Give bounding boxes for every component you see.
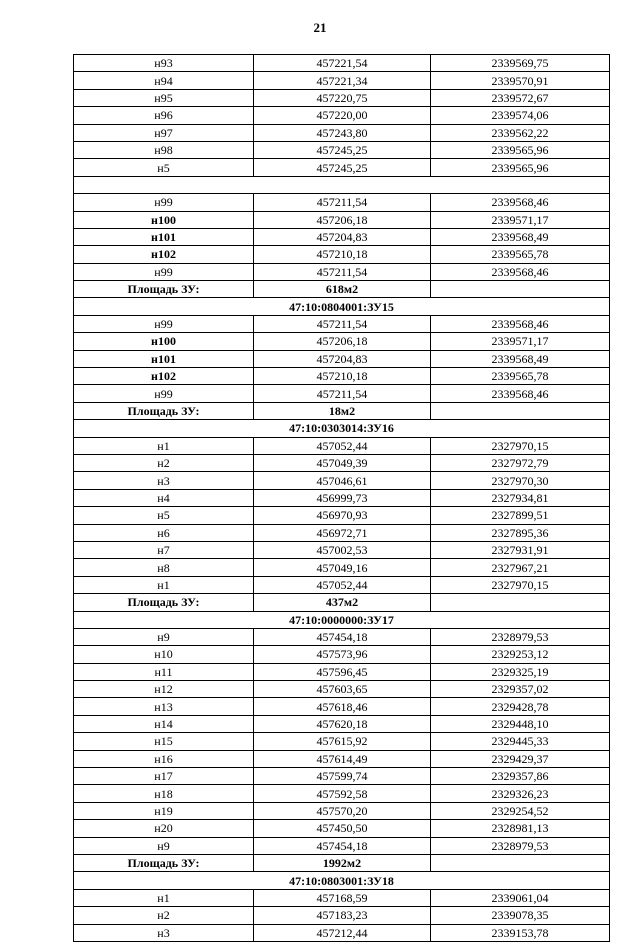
point-row [74, 211, 610, 228]
y-coordinate-cell: 2329357,86 [431, 768, 610, 785]
blank-row [74, 176, 610, 193]
x-coordinate-cell: 457211,54 [254, 385, 431, 402]
point-name-cell: н102 [74, 246, 254, 263]
x-coordinate-cell: 457570,20 [254, 802, 431, 819]
y-coordinate-cell: 2339562,22 [431, 124, 610, 141]
point-row [74, 889, 610, 906]
area-label-cell: Площадь ЗУ: [74, 594, 254, 611]
x-coordinate-cell: 457454,18 [254, 837, 431, 854]
y-coordinate-cell: 2339571,17 [431, 211, 610, 228]
y-coordinate-cell: 2329357,02 [431, 681, 610, 698]
point-name-cell: н19 [74, 802, 254, 819]
point-row [74, 333, 610, 350]
point-row [74, 263, 610, 280]
point-row [74, 715, 610, 732]
point-name-cell: н95 [74, 89, 254, 106]
point-name-cell: н18 [74, 785, 254, 802]
y-coordinate-cell: 2339568,46 [431, 194, 610, 211]
y-coordinate-cell: 2329253,12 [431, 646, 610, 663]
page-number: 21 [313, 20, 327, 35]
x-coordinate-cell: 457052,44 [254, 576, 431, 593]
point-row [74, 472, 610, 489]
y-coordinate-cell: 2327970,15 [431, 437, 610, 454]
y-coordinate-cell: 2327934,81 [431, 489, 610, 506]
y-coordinate-cell: 2327972,79 [431, 454, 610, 471]
point-row [74, 768, 610, 785]
point-name-cell: н15 [74, 733, 254, 750]
point-name-cell: н2 [74, 454, 254, 471]
x-coordinate-cell: 457618,46 [254, 698, 431, 715]
y-coordinate-cell: 2339568,49 [431, 350, 610, 367]
y-coordinate-cell: 2339569,75 [431, 55, 610, 72]
area-row [74, 281, 610, 298]
x-coordinate-cell: 457603,65 [254, 681, 431, 698]
area-row [74, 402, 610, 419]
y-coordinate-cell: 2339570,91 [431, 72, 610, 89]
point-name-cell: н8 [74, 559, 254, 576]
x-coordinate-cell: 457221,34 [254, 72, 431, 89]
point-name-cell: н17 [74, 768, 254, 785]
x-coordinate-cell: 457212,44 [254, 924, 431, 941]
point-name-cell: н5 [74, 159, 254, 176]
y-coordinate-cell: 2329448,10 [431, 715, 610, 732]
y-coordinate-cell: 2339565,78 [431, 368, 610, 385]
y-coordinate-cell: 2339568,49 [431, 228, 610, 245]
point-row [74, 785, 610, 802]
parcel-number-cell: 47:10:0000000:ЗУ17 [74, 611, 610, 628]
point-name-cell: н4 [74, 489, 254, 506]
point-row [74, 159, 610, 176]
point-name-cell: н99 [74, 263, 254, 280]
point-name-cell: н3 [74, 472, 254, 489]
point-row [74, 315, 610, 332]
point-name-cell: н100 [74, 211, 254, 228]
point-row [74, 907, 610, 924]
x-coordinate-cell: 457211,54 [254, 315, 431, 332]
area-value-cell: 18м2 [254, 402, 431, 419]
y-coordinate-cell: 2327970,15 [431, 576, 610, 593]
point-row [74, 55, 610, 72]
x-coordinate-cell: 456999,73 [254, 489, 431, 506]
y-coordinate-cell: 2339565,96 [431, 141, 610, 158]
point-name-cell: н9 [74, 628, 254, 645]
x-coordinate-cell: 457206,18 [254, 333, 431, 350]
x-coordinate-cell: 457221,54 [254, 55, 431, 72]
y-coordinate-cell: 2327899,51 [431, 507, 610, 524]
point-name-cell: н1 [74, 576, 254, 593]
point-name-cell: н101 [74, 350, 254, 367]
point-name-cell: н99 [74, 194, 254, 211]
y-coordinate-cell: 2339568,46 [431, 385, 610, 402]
point-row [74, 141, 610, 158]
y-coordinate-cell: 2339568,46 [431, 315, 610, 332]
parcel-number-cell: 47:10:0803001:ЗУ18 [74, 872, 610, 889]
parcel-header-row [74, 420, 610, 437]
x-coordinate-cell: 457204,83 [254, 228, 431, 245]
y-coordinate-cell: 2339574,06 [431, 107, 610, 124]
y-coordinate-cell: 2339078,35 [431, 907, 610, 924]
point-row [74, 681, 610, 698]
point-row [74, 124, 610, 141]
point-row [74, 437, 610, 454]
point-name-cell: н102 [74, 368, 254, 385]
y-coordinate-cell: 2329254,52 [431, 802, 610, 819]
y-coordinate-cell: 2329445,33 [431, 733, 610, 750]
x-coordinate-cell: 457599,74 [254, 768, 431, 785]
point-row [74, 750, 610, 767]
point-row [74, 368, 610, 385]
x-coordinate-cell: 457210,18 [254, 368, 431, 385]
point-name-cell: н98 [74, 141, 254, 158]
x-coordinate-cell: 457243,80 [254, 124, 431, 141]
point-row [74, 663, 610, 680]
y-coordinate-cell: 2327970,30 [431, 472, 610, 489]
x-coordinate-cell: 457049,16 [254, 559, 431, 576]
point-name-cell: н5 [74, 507, 254, 524]
y-coordinate-cell: 2327931,91 [431, 541, 610, 558]
point-row [74, 385, 610, 402]
x-coordinate-cell: 457573,96 [254, 646, 431, 663]
point-name-cell: н99 [74, 385, 254, 402]
area-value-cell: 437м2 [254, 594, 431, 611]
x-coordinate-cell: 457002,53 [254, 541, 431, 558]
area-label-cell: Площадь ЗУ: [74, 402, 254, 419]
x-coordinate-cell: 457183,23 [254, 907, 431, 924]
y-coordinate-cell: 2339153,78 [431, 924, 610, 941]
area-label-cell: Площадь ЗУ: [74, 281, 254, 298]
x-coordinate-cell: 457049,39 [254, 454, 431, 471]
empty-cell [431, 594, 610, 611]
y-coordinate-cell: 2339572,67 [431, 89, 610, 106]
x-coordinate-cell: 457614,49 [254, 750, 431, 767]
point-row [74, 72, 610, 89]
point-row [74, 646, 610, 663]
y-coordinate-cell: 2339061,04 [431, 889, 610, 906]
point-name-cell: н100 [74, 333, 254, 350]
point-row [74, 524, 610, 541]
x-coordinate-cell: 456970,93 [254, 507, 431, 524]
x-coordinate-cell: 457220,00 [254, 107, 431, 124]
x-coordinate-cell: 457245,25 [254, 159, 431, 176]
point-row [74, 228, 610, 245]
point-name-cell: н7 [74, 541, 254, 558]
parcel-header-row [74, 611, 610, 628]
point-row [74, 820, 610, 837]
y-coordinate-cell: 2339565,78 [431, 246, 610, 263]
point-row [74, 246, 610, 263]
x-coordinate-cell: 456972,71 [254, 524, 431, 541]
y-coordinate-cell: 2339571,17 [431, 333, 610, 350]
point-row [74, 802, 610, 819]
area-row [74, 854, 610, 871]
blank-cell [74, 176, 610, 193]
point-name-cell: н6 [74, 524, 254, 541]
parcel-header-row [74, 298, 610, 315]
point-name-cell: н16 [74, 750, 254, 767]
point-row [74, 454, 610, 471]
x-coordinate-cell: 457220,75 [254, 89, 431, 106]
x-coordinate-cell: 457168,59 [254, 889, 431, 906]
parcel-number-cell: 47:10:0804001:ЗУ15 [74, 298, 610, 315]
point-row [74, 350, 610, 367]
point-row [74, 924, 610, 941]
point-name-cell: н2 [74, 907, 254, 924]
y-coordinate-cell: 2339565,96 [431, 159, 610, 176]
area-value-cell: 618м2 [254, 281, 431, 298]
y-coordinate-cell: 2327895,36 [431, 524, 610, 541]
y-coordinate-cell: 2329429,37 [431, 750, 610, 767]
point-row [74, 489, 610, 506]
point-name-cell: н1 [74, 889, 254, 906]
point-name-cell: н13 [74, 698, 254, 715]
x-coordinate-cell: 457046,61 [254, 472, 431, 489]
point-row [74, 194, 610, 211]
x-coordinate-cell: 457210,18 [254, 246, 431, 263]
point-name-cell: н101 [74, 228, 254, 245]
area-value-cell: 1992м2 [254, 854, 431, 871]
x-coordinate-cell: 457206,18 [254, 211, 431, 228]
area-row [74, 594, 610, 611]
y-coordinate-cell: 2328981,13 [431, 820, 610, 837]
area-label-cell: Площадь ЗУ: [74, 854, 254, 871]
x-coordinate-cell: 457596,45 [254, 663, 431, 680]
point-name-cell: н20 [74, 820, 254, 837]
y-coordinate-cell: 2327967,21 [431, 559, 610, 576]
x-coordinate-cell: 457450,50 [254, 820, 431, 837]
point-name-cell: н12 [74, 681, 254, 698]
point-name-cell: н99 [74, 315, 254, 332]
point-row [74, 576, 610, 593]
point-row [74, 107, 610, 124]
y-coordinate-cell: 2329326,23 [431, 785, 610, 802]
parcel-number-cell: 47:10:0303014:ЗУ16 [74, 420, 610, 437]
parcel-header-row [74, 872, 610, 889]
point-name-cell: н3 [74, 924, 254, 941]
point-row [74, 89, 610, 106]
x-coordinate-cell: 457211,54 [254, 194, 431, 211]
point-row [74, 541, 610, 558]
x-coordinate-cell: 457245,25 [254, 141, 431, 158]
x-coordinate-cell: 457204,83 [254, 350, 431, 367]
point-name-cell: н9 [74, 837, 254, 854]
point-name-cell: н11 [74, 663, 254, 680]
x-coordinate-cell: 457454,18 [254, 628, 431, 645]
point-row [74, 698, 610, 715]
y-coordinate-cell: 2328979,53 [431, 628, 610, 645]
coordinates-table [73, 54, 610, 942]
empty-cell [431, 402, 610, 419]
point-name-cell: н1 [74, 437, 254, 454]
x-coordinate-cell: 457615,92 [254, 733, 431, 750]
point-name-cell: н97 [74, 124, 254, 141]
point-row [74, 628, 610, 645]
empty-cell [431, 854, 610, 871]
point-name-cell: н96 [74, 107, 254, 124]
y-coordinate-cell: 2339568,46 [431, 263, 610, 280]
point-name-cell: н93 [74, 55, 254, 72]
x-coordinate-cell: 457211,54 [254, 263, 431, 280]
y-coordinate-cell: 2329325,19 [431, 663, 610, 680]
point-row [74, 559, 610, 576]
point-row [74, 733, 610, 750]
y-coordinate-cell: 2328979,53 [431, 837, 610, 854]
point-name-cell: н10 [74, 646, 254, 663]
point-name-cell: н94 [74, 72, 254, 89]
point-row [74, 507, 610, 524]
x-coordinate-cell: 457592,58 [254, 785, 431, 802]
y-coordinate-cell: 2329428,78 [431, 698, 610, 715]
empty-cell [431, 281, 610, 298]
x-coordinate-cell: 457052,44 [254, 437, 431, 454]
x-coordinate-cell: 457620,18 [254, 715, 431, 732]
point-name-cell: н14 [74, 715, 254, 732]
point-row [74, 837, 610, 854]
